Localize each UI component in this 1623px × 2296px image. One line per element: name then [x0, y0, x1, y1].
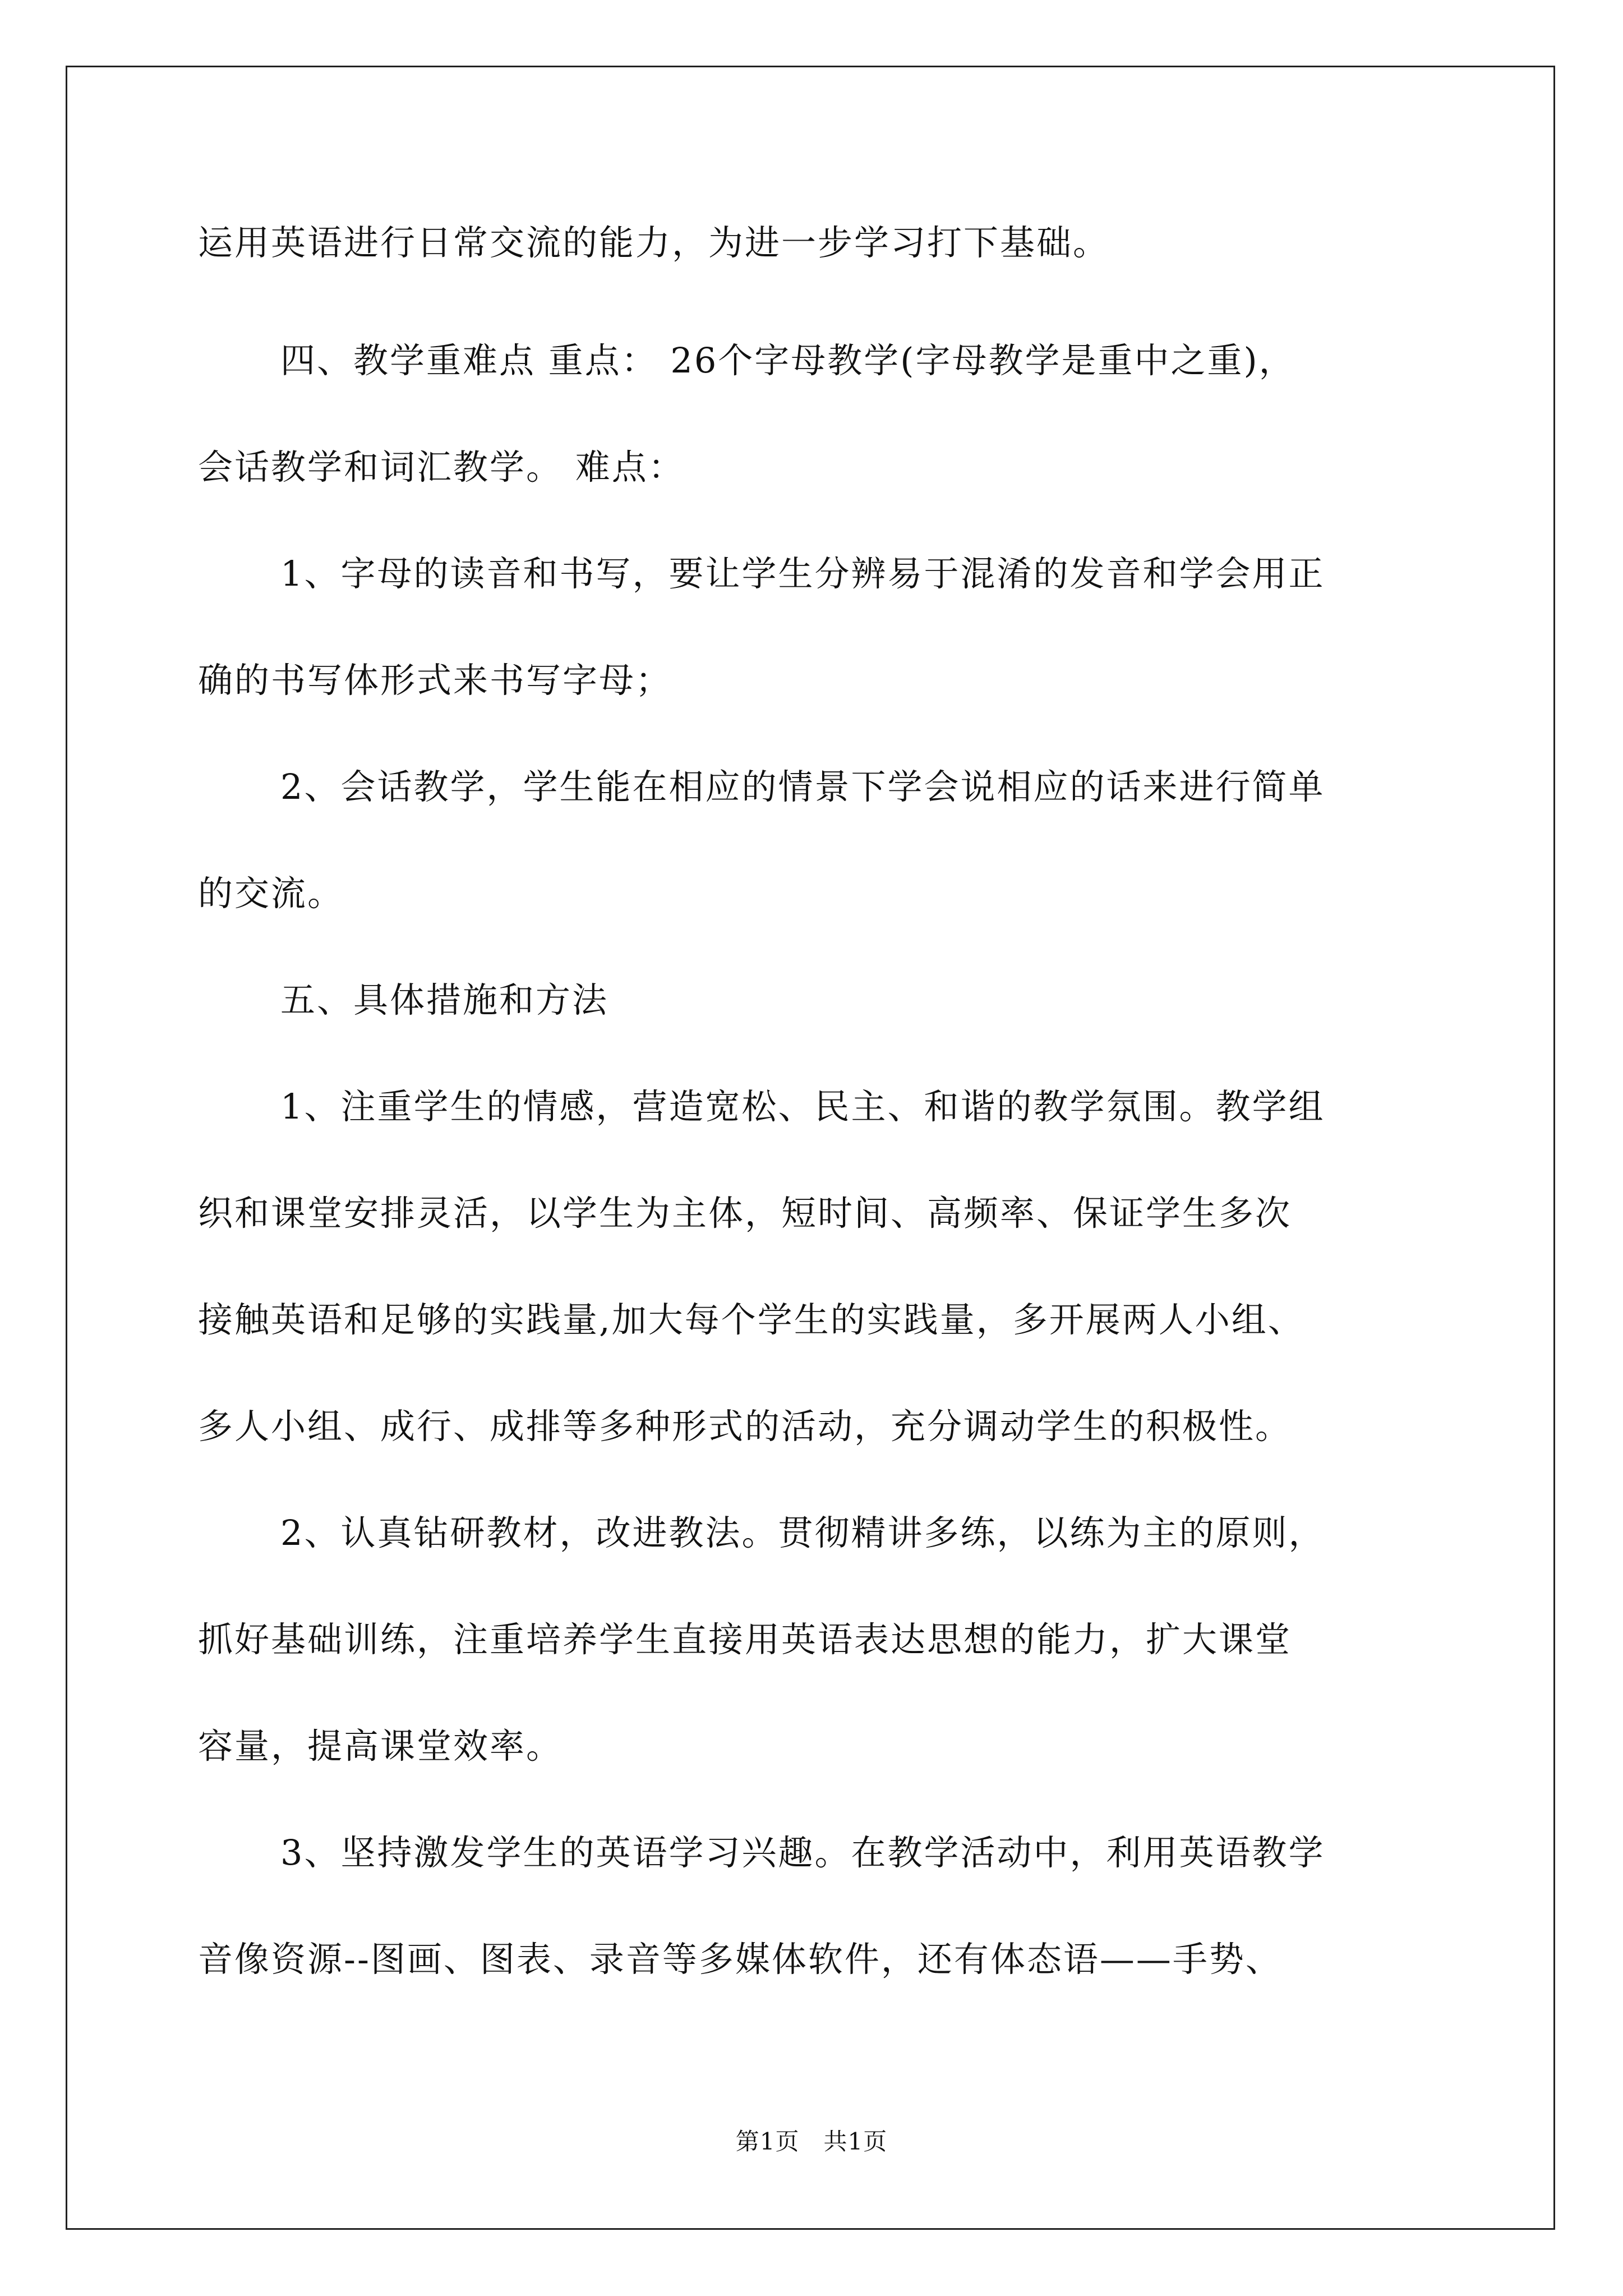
paragraph-line: 2、认真钻研教材，改进教法。贯彻精讲多练，以练为主的原则，: [280, 1512, 1325, 1553]
paragraph-line: 2、会话教学，学生能在相应的情景下学会说相应的话来进行简单: [280, 766, 1325, 807]
paragraph-line: 1、字母的读音和书写，要让学生分辨易于混淆的发音和学会用正: [280, 553, 1325, 594]
paragraph-line: 抓好基础训练，注重培养学生直接用英语表达思想的能力，扩大课堂: [198, 1619, 1292, 1660]
paragraph-line: 3、坚持激发学生的英语学习兴趣。在教学活动中，利用英语教学: [280, 1832, 1325, 1873]
paragraph-line: 织和课堂安排灵活，以学生为主体，短时间、高频率、保证学生多次: [198, 1193, 1292, 1234]
paragraph-line: 容量，提高课堂效率。: [198, 1726, 563, 1766]
paragraph-line: 音像资源--图画、图表、录音等多媒体软件，还有体态语——手势、: [198, 1939, 1282, 1980]
paragraph-line: 运用英语进行日常交流的能力，为进一步学习打下基础。: [198, 222, 1110, 263]
section-heading: 五、具体措施和方法: [280, 979, 609, 1020]
paragraph-line: 1、注重学生的情感，营造宽松、民主、和谐的教学氛围。教学组: [280, 1086, 1325, 1127]
paragraph-line: 多人小组、成行、成排等多种形式的活动，充分调动学生的积极性。: [198, 1406, 1292, 1447]
paragraph-line: 的交流。: [198, 873, 344, 914]
paragraph-line: 会话教学和词汇教学。 难点：: [198, 447, 685, 487]
paragraph-line: 接触英语和足够的实践量,加大每个学生的实践量，多开展两人小组、: [198, 1299, 1304, 1340]
paragraph-line: 四、教学重难点 重点： 26个字母教学(字母教学是重中之重)，: [280, 340, 1295, 381]
page-footer: 第1页 共1页: [735, 2128, 888, 2155]
page-border: [66, 66, 1555, 2230]
paragraph-line: 确的书写体形式来书写字母；: [198, 660, 672, 701]
